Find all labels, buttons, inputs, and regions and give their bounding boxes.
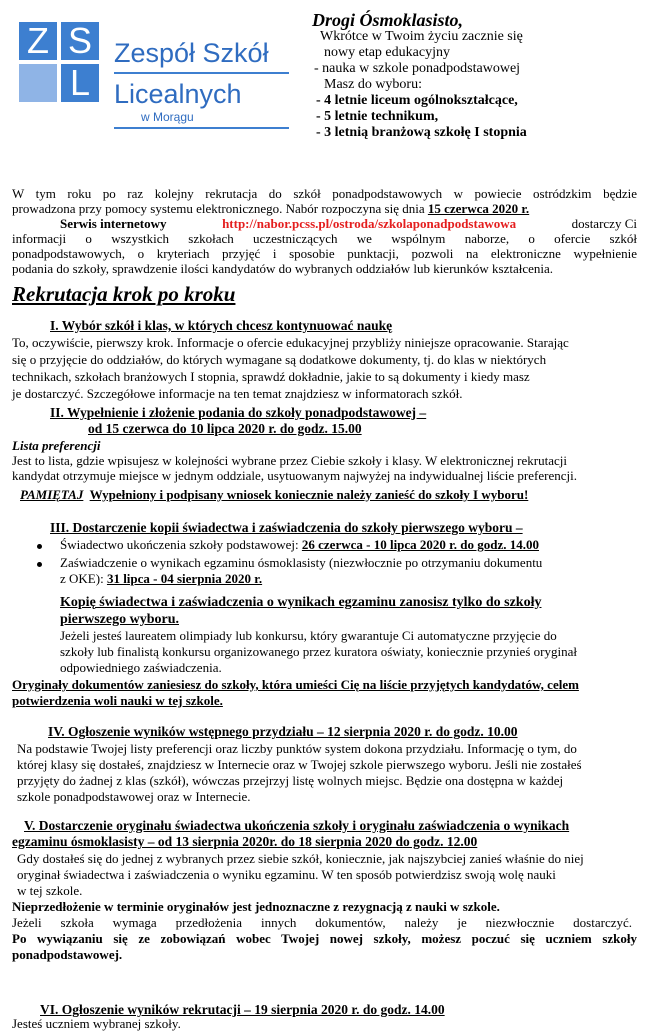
originals-warning: Nieprzedłożenie w terminie oryginałów jest jednoznaczne z rezygnacją z nauki w szkole. (12, 899, 500, 914)
section-3-title: III. Dostarczenie kopii świadectwa i zaświadczenia do szkoły pierwszego wyboru – (50, 520, 523, 535)
section-4-text: której klasy się dostałeś, znajdziesz w Internecie oraz w Twojej szkole pierwszego wyboru. Jeśli nie zostałeś (17, 757, 582, 772)
greeting-line: - nauka w szkole ponadpodstawowej (314, 61, 521, 76)
remember-note: PAMIĘTAJ Wypełniony i podpisany wniosek koniecznie należy zanieść do szkoły I wyboru! (20, 487, 529, 502)
greeting-title: Drogi Ósmoklasisto, (312, 10, 464, 30)
greeting-block (312, 12, 642, 141)
section-1-text: się o przyjęcie do oddziałów, do których wymagane są dodatkowe dokumenty, tj. do klas w niektórych (12, 352, 547, 367)
exam-certificate-deadline: z OKE): 31 lipca - 04 sierpnia 2020 r. (60, 571, 263, 586)
logo-name-line1: Zespół Szkół (114, 38, 269, 68)
greeting-option: - 4 letnie liceum ogólnokształcące, (316, 93, 518, 108)
section-5-title: V. Dostarczenie oryginału świadectwa ukończenia szkoły i oryginału zaświadczenia o wynikach (24, 818, 570, 833)
section-5-dates: egzaminu ósmoklasisty – od 13 sierpnia 2020r. do 18 sierpnia 2020 do godz. 12.00 (12, 834, 478, 849)
start-date: 15 czerwca 2020 r. (427, 201, 530, 216)
other-documents-text: Jeżeli szkoła wymaga przedłożenia innych dokumentów, należy je niezwłocznie dostarczyć. (12, 915, 632, 930)
intro-line: podania do szkoły, sprawdzenie ilości kandydatów do wybranych oddziałów lub kierunków kształcenia. (12, 261, 554, 276)
exam-certificate-line: Zaświadczenie o wynikach egzaminu ósmoklasisty (niezwłocznie po otrzymaniu dokumentu (60, 555, 543, 570)
bullet-icon (37, 562, 42, 567)
greeting-option: - 5 letnie technikum, (316, 109, 439, 124)
laureate-text: odpowiedniego zaświadczenia. (60, 660, 222, 675)
intro-line: ponadpodstawowych, o kryteriach przyjęć i sposobie punktacji, pozwoli na elektroniczne wypełnienie (12, 246, 637, 261)
logo-rule-top (114, 72, 289, 74)
preference-list-heading: Lista preferencji (12, 438, 101, 453)
copies-notice-2: pierwszego wyboru. (60, 612, 179, 627)
originals-notice-2: potwierdzenia woli nauki w tej szkole. (12, 693, 223, 708)
greeting-line: nowy etap edukacyjny (324, 45, 450, 60)
section-2-text: Jest to lista, gdzie wpisujesz w kolejności wybrane przez Ciebie szkoły i klasy. W elektronicznej rekrutacji (12, 453, 567, 468)
section-4-text: Na podstawie Twojej listy preferencji oraz liczby punktów system dokona przydziału. Informację o tym, do (17, 741, 577, 756)
section-1-title: I. Wybór szkół i klas, w których chcesz kontynuować naukę (50, 318, 393, 333)
intro-line: informacji o wszystkich szkołach uczestniczących we wspólnym naborze, o ofercie szkół (12, 231, 637, 246)
section-1-text: To, oczywiście, pierwszy krok. Informacje o ofercie edukacyjnej przybliży niniejsze opracowanie. Starając (12, 335, 569, 350)
final-note-1: Po wywiązaniu się ze zobowiązań wobec Twojej nowej szkoły, możesz poczuć się uczniem szkoły (12, 931, 637, 946)
intro-line: prowadzona przy pomocy systemu elektronicznego. Nabór rozpoczyna się dnia 15 czerwca 2020 r. (12, 201, 530, 216)
section-5-text: Gdy dostałeś się do jednej z wybranych przez siebie szkół, koniecznie, jak najszybciej zanieś właśnie do niej (17, 851, 584, 866)
intro-service-line: Serwis internetowy http://nabor.pcss.pl/ostroda/szkolaponadpodstawowa dostarczy Ci (60, 216, 637, 231)
logo-name-line3: w Morągu (141, 110, 194, 124)
logo-name-line2: Licealnych (114, 79, 242, 109)
bullet-icon (37, 544, 42, 549)
certificate-deadline: Świadectwo ukończenia szkoły podstawowej: 26 czerwca - 10 lipca 2020 r. do godz. 14.00 (60, 537, 539, 552)
laureate-text: Jeżeli jesteś laureatem olimpiady lub konkursu, który gwarantuje Ci automatyczne przyjęcie do (60, 628, 557, 643)
section-2-text: kandydat otrzymuje miejsce w jednym oddziale, usytuowanym najwyżej na indywidualnej liście preferencji. (12, 468, 577, 483)
greeting-line: Wkrótce w Twoim życiu zacznie się (320, 29, 523, 44)
logo-tile-l: L (61, 64, 99, 102)
laureate-text: szkoły lub finalistą konkursu organizowanego przez kuratora oświaty, koniecznie przynieś oryginał (60, 644, 577, 659)
section-1-text: technikach, szkołach branżowych I stopnia, sprawdź dokładnie, jakie to są dokumenty i kiedy masz (12, 369, 530, 384)
section-2-title: II. Wypełnienie i złożenie podania do szkoły ponadpodstawowej – (50, 405, 427, 420)
section-5-text: oryginał świadectwa i zaświadczenia o wyniku egzaminu. W ten sposób potwierdzisz swoją wolę nauki (17, 867, 556, 882)
school-logo (19, 22, 289, 132)
logo-tile-s: S (61, 22, 99, 60)
section-4-text: szkole ponadpodstawowej oraz w Internecie. (17, 789, 251, 804)
logo-tile-z: Z (19, 22, 57, 60)
page-heading: Rekrutacja krok po kroku (12, 282, 236, 306)
section-4-title: IV. Ogłoszenie wyników wstępnego przydziału – 12 sierpnia 2020 r. do godz. 10.00 (48, 724, 518, 739)
recruitment-link[interactable]: http://nabor.pcss.pl/ostroda/szkolaponadpodstawowa (222, 216, 517, 231)
section-1-text: je dostarczyć. Szczegółowe informacje na ten temat znajdziesz w informatorach szkół. (12, 386, 463, 401)
section-2-dates: od 15 czerwca do 10 lipca 2020 r. do godz. 15.00 (88, 421, 362, 436)
greeting-option: - 3 letnią branżową szkołę I stopnia (316, 125, 527, 140)
section-6-text: Jesteś uczniem wybranej szkoły. (12, 1016, 181, 1031)
logo-emblem (19, 64, 57, 102)
copies-notice-1: Kopię świadectwa i zaświadczenia o wynikach egzaminu zanosisz tylko do szkoły (60, 595, 542, 610)
logo-rule-bottom (114, 127, 289, 129)
intro-line: W tym roku po raz kolejny rekrutacja do szkół ponadpodstawowych w powiecie ostródzkim będzie (12, 186, 637, 201)
final-note-2: ponadpodstawowej. (12, 947, 123, 962)
section-5-text: w tej szkole. (17, 883, 83, 898)
originals-notice-1: Oryginały dokumentów zaniesiesz do szkoły, która umieści Cię na liście przyjętych kandydatów, celem (12, 677, 579, 692)
greeting-line: Masz do wyboru: (324, 77, 422, 92)
section-4-text: przyjęty do żadnej z klas (szkół), wówczas przejrzyj listę wolnych miejsc. Będzie ona dostępna w każdej (17, 773, 564, 788)
section-6-title: VI. Ogłoszenie wyników rekrutacji – 19 sierpnia 2020 r. do godz. 14.00 (40, 1002, 445, 1017)
